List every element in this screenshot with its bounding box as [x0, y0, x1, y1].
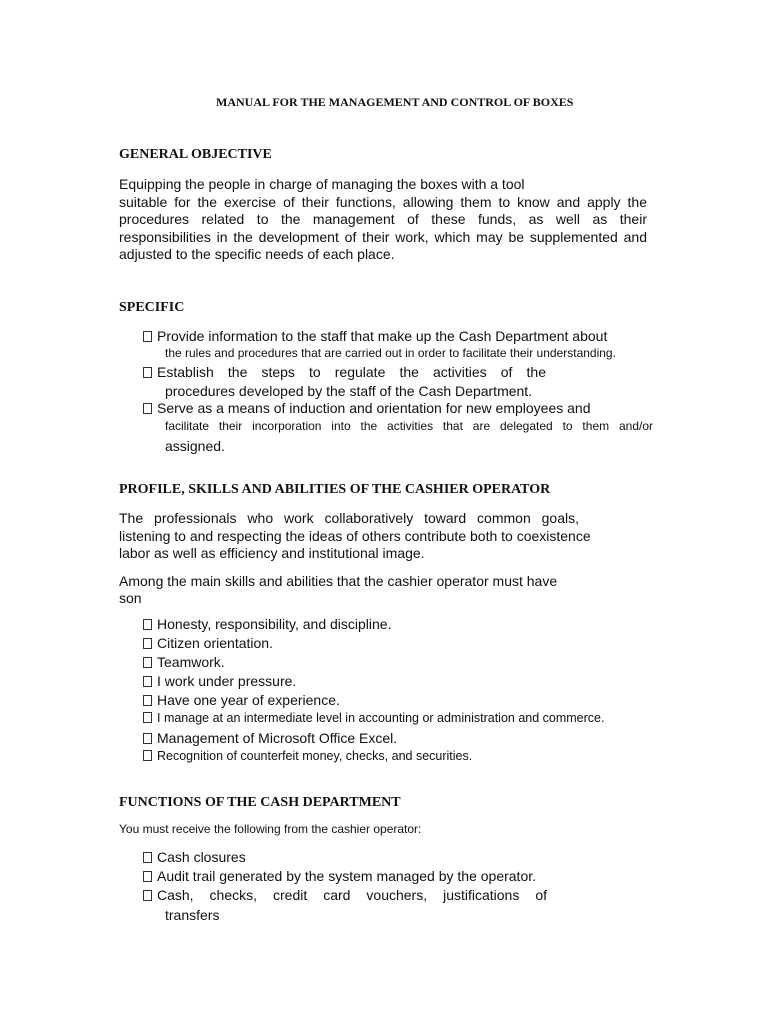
general-line-5: adjusted to the specific needs of each place.: [119, 246, 395, 262]
skill-item-5: Have one year of experience.: [143, 692, 340, 708]
skill-item-8: Recognition of counterfeit money, checks, and securities.: [143, 749, 472, 763]
general-line-4: responsibilities in the development of their work, which may be supplemented and: [119, 229, 647, 245]
function-item-2: Audit trail generated by the system managed by the operator.: [143, 868, 536, 884]
bullet-box-icon: [143, 852, 152, 863]
bullet-box-icon: [143, 676, 152, 687]
general-line-1: Equipping the people in charge of managing the boxes with a tool: [119, 176, 525, 192]
skill-item-4: I work under pressure.: [143, 673, 296, 689]
function-item-3-cont: transfers: [165, 907, 220, 923]
specific-item-2-cont: procedures developed by the staff of the Cash Department.: [165, 383, 533, 399]
document-title: MANUAL FOR THE MANAGEMENT AND CONTROL OF BOXES: [216, 95, 574, 109]
bullet-box-icon: [143, 331, 152, 342]
specific-item-3: Serve as a means of induction and orientation for new employees and: [143, 400, 591, 416]
skill-item-7: Management of Microsoft Office Excel.: [143, 730, 397, 746]
function-item-3: Cash, checks, credit card vouchers, justifications of: [143, 887, 547, 903]
specific-item-2: Establish the steps to regulate the activities of the: [143, 364, 546, 380]
profile-para2-line-1: Among the main skills and abilities that the cashier operator must have: [119, 573, 558, 589]
general-line-2: suitable for the exercise of their functions, allowing them to know and apply the: [119, 194, 647, 210]
specific-item-1: Provide information to the staff that make up the Cash Department about: [143, 328, 607, 344]
bullet-box-icon: [143, 890, 152, 901]
skill-item-6: I manage at an intermediate level in accounting or administration and commerce.: [143, 711, 604, 725]
general-objective-heading: GENERAL OBJECTIVE: [119, 147, 272, 162]
profile-para2-line-2: son: [119, 590, 142, 606]
skill-item-1: Honesty, responsibility, and discipline.: [143, 616, 392, 632]
profile-para1-line-1: The professionals who work collaboratively toward common goals,: [119, 510, 579, 526]
profile-heading: PROFILE, SKILLS AND ABILITIES OF THE CASHIER OPERATOR: [119, 482, 551, 497]
skill-item-2: Citizen orientation.: [143, 635, 273, 651]
skill-item-3: Teamwork.: [143, 654, 225, 670]
bullet-box-icon: [143, 403, 152, 414]
specific-item-3-cont-2: assigned.: [165, 438, 225, 454]
profile-para1-line-2: listening to and respecting the ideas of others contribute both to coexistence: [119, 528, 591, 544]
bullet-box-icon: [143, 619, 152, 630]
bullet-box-icon: [143, 657, 152, 668]
specific-item-1-cont: the rules and procedures that are carried out in order to facilitate their understanding.: [165, 346, 616, 360]
bullet-box-icon: [143, 750, 152, 761]
bullet-box-icon: [143, 871, 152, 882]
bullet-box-icon: [143, 695, 152, 706]
functions-heading: FUNCTIONS OF THE CASH DEPARTMENT: [119, 795, 401, 810]
specific-heading: SPECIFIC: [119, 300, 185, 315]
general-line-3: procedures related to the management of these funds, as well as their: [119, 211, 647, 227]
profile-para1-line-3: labor as well as efficiency and institutional image.: [119, 545, 425, 561]
bullet-box-icon: [143, 638, 152, 649]
functions-intro: You must receive the following from the cashier operator:: [119, 822, 422, 836]
bullet-box-icon: [143, 712, 152, 723]
bullet-box-icon: [143, 367, 152, 378]
specific-item-3-cont: facilitate their incorporation into the activities that are delegated to them and/or: [165, 419, 653, 433]
bullet-box-icon: [143, 733, 152, 744]
function-item-1: Cash closures: [143, 849, 246, 865]
